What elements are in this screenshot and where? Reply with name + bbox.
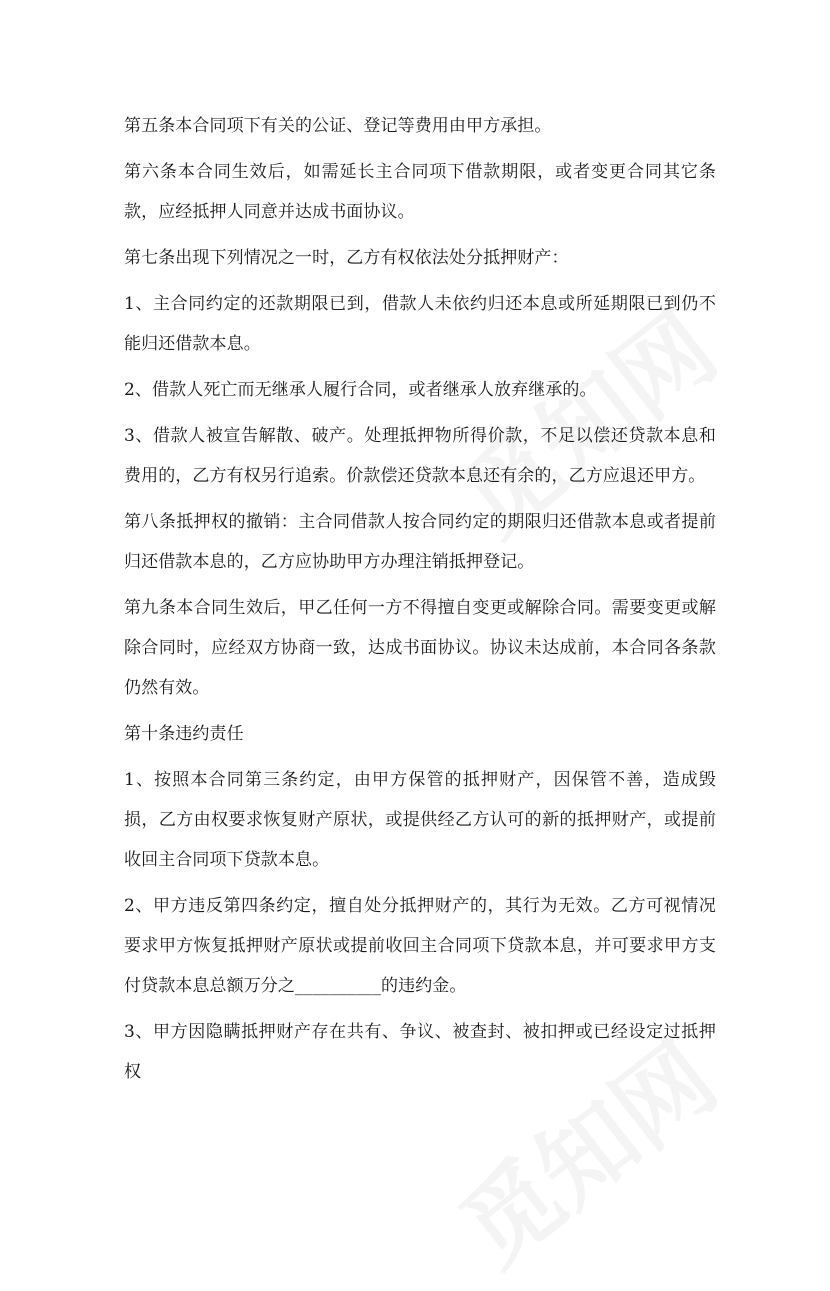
clause-10-item-2: 2、甲方违反第四条约定，擅自处分抵押财产的，其行为无效。乙方可视情况要求甲方恢复抵押财产原状或提前收回主合同项下贷款本息，并可要求甲方支付贷款本息总额万分之__________的违约金。 (124, 896, 716, 996)
clause-5: 第五条本合同项下有关的公证、登记等费用由甲方承担。 (124, 116, 552, 136)
clause-8: 第八条抵押权的撤销：主合同借款人按合同约定的期限归还借款本息或者提前归还借款本息的，乙方应协助甲方办理注销抵押登记。 (124, 512, 716, 572)
clause-7-item-2: 2、借款人死亡而无继承人履行合同，或者继承人放弃继承的。 (124, 380, 597, 400)
clause-10-heading: 第十条违约责任 (124, 724, 244, 744)
clause-6: 第六条本合同生效后，如需延长主合同项下借款期限，或者变更合同其它条款，应经抵押人同意并达成书面协议。 (124, 162, 716, 222)
clause-7: 第七条出现下列情况之一时，乙方有权依法处分抵押财产： (124, 248, 569, 268)
document-body (124, 106, 716, 1092)
clause-7-item-3: 3、借款人被宣告解散、破产。处理抵押物所得价款，不足以偿还贷款本息和费用的，乙方有权另行追索。价款偿还贷款本息还有余的，乙方应退还甲方。 (124, 426, 716, 486)
clause-10-item-1: 1、按照本合同第三条约定，由甲方保管的抵押财产，因保管不善，造成毁损，乙方由权要求恢复财产原状，或提供经乙方认可的新的抵押财产，或提前收回主合同项下贷款本息。 (124, 770, 716, 870)
clause-10-item-3: 3、甲方因隐瞒抵押财产存在共有、争议、被查封、被扣押或已经设定过抵押权 (124, 1022, 716, 1082)
clause-7-item-1: 1、主合同约定的还款期限已到，借款人未依约归还本息或所延期限已到仍不能归还借款本息。 (124, 294, 716, 354)
clause-9: 第九条本合同生效后，甲乙任何一方不得擅自变更或解除合同。需要变更或解除合同时，应经双方协商一致，达成书面协议。协议未达成前，本合同各条款仍然有效。 (124, 598, 716, 698)
